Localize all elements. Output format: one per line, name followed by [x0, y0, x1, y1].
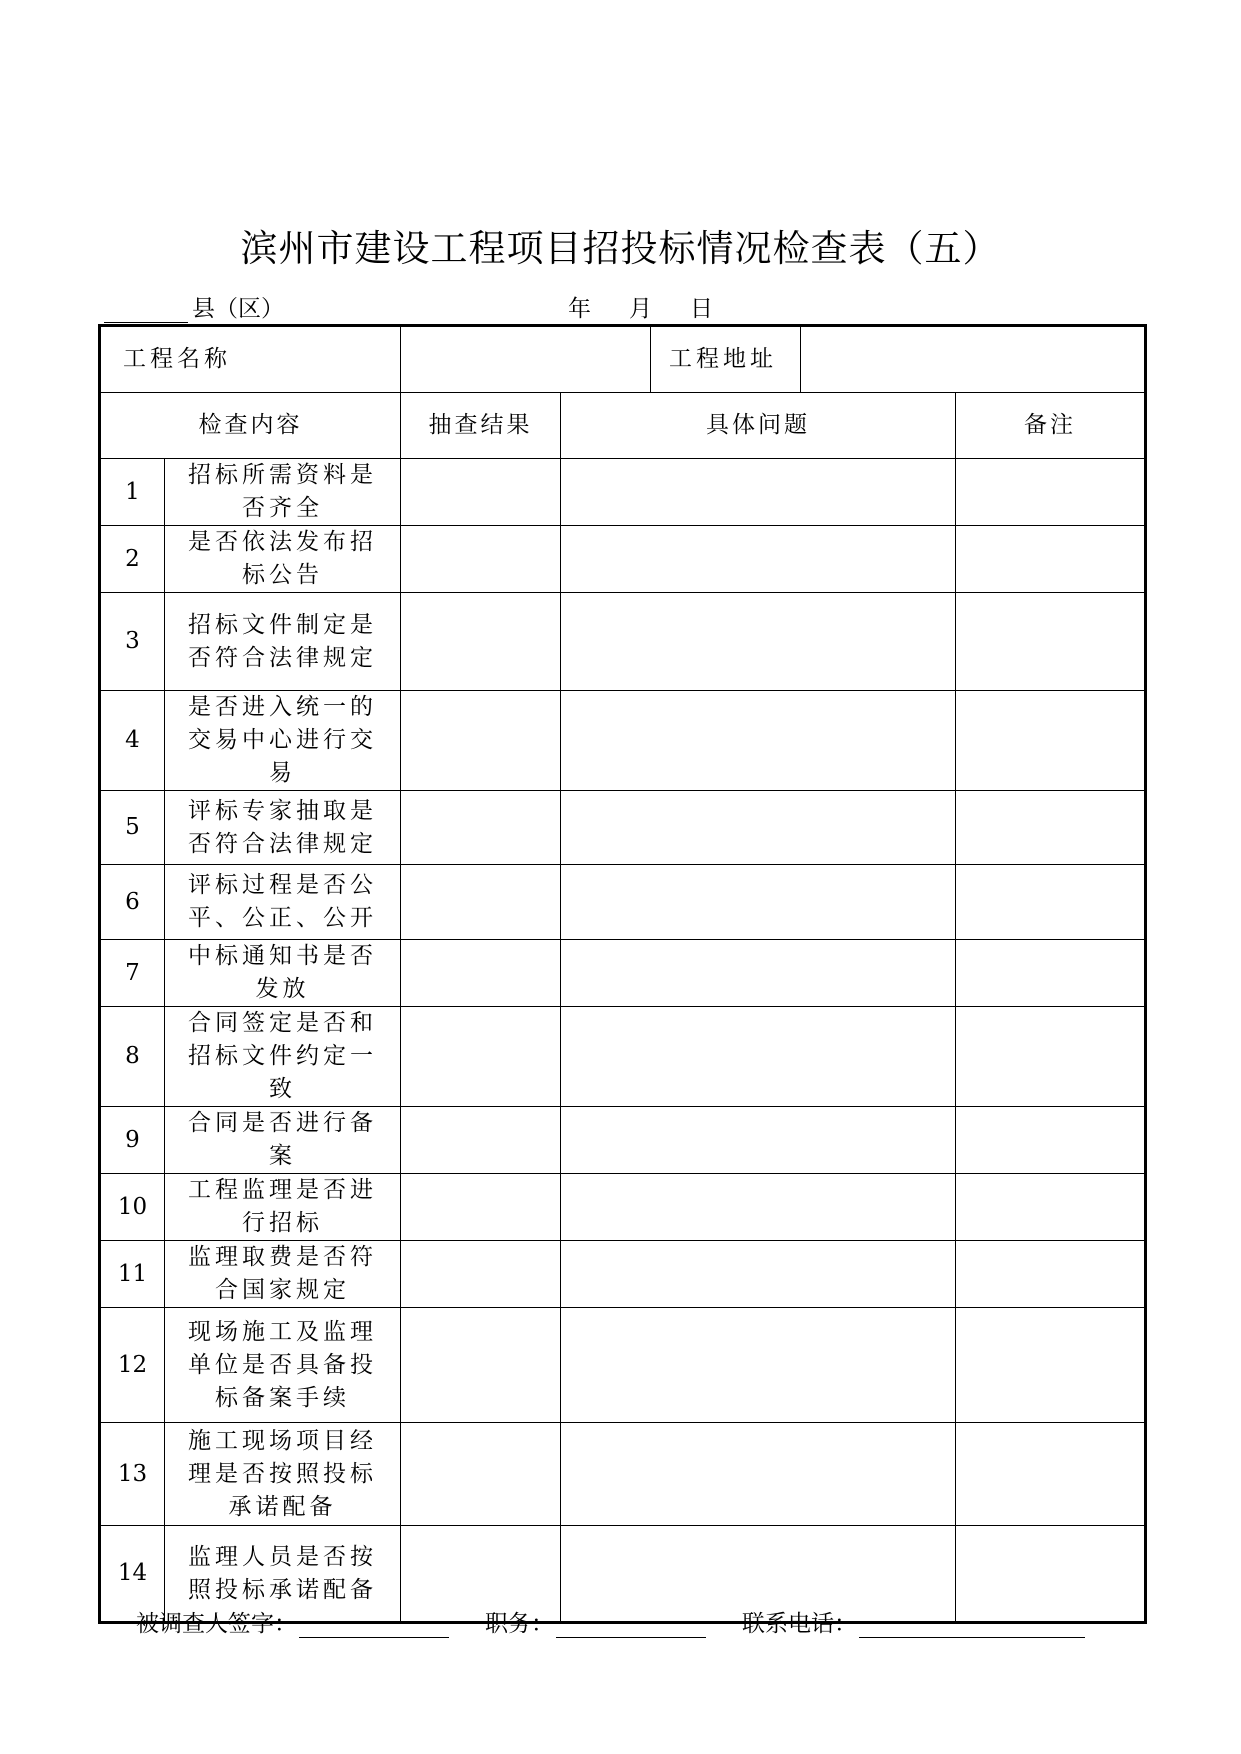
header-remark: 备注 [956, 393, 1146, 459]
item-content: 监理取费是否符合国家规定 [165, 1241, 401, 1308]
result-cell[interactable] [401, 691, 561, 791]
position-label: 职务： [485, 1611, 554, 1637]
table-row [100, 1423, 1146, 1526]
result-cell[interactable] [401, 940, 561, 1007]
result-cell[interactable] [401, 1174, 561, 1241]
item-content: 合同是否进行备案 [165, 1107, 401, 1174]
result-cell[interactable] [401, 791, 561, 865]
item-content: 工程监理是否进行招标 [165, 1174, 401, 1241]
item-number: 4 [100, 691, 165, 791]
item-number: 2 [100, 526, 165, 593]
item-number: 13 [100, 1423, 165, 1526]
signature-field[interactable] [299, 1615, 449, 1638]
problem-cell[interactable] [561, 1107, 956, 1174]
item-content: 现场施工及监理单位是否具备投标备案手续 [165, 1308, 401, 1423]
item-number: 6 [100, 865, 165, 940]
problem-cell[interactable] [561, 1423, 956, 1526]
table-row [100, 526, 1146, 593]
result-cell[interactable] [401, 1308, 561, 1423]
item-number: 12 [100, 1308, 165, 1423]
problem-cell[interactable] [561, 1007, 956, 1107]
header-problem: 具体问题 [561, 393, 956, 459]
item-content: 招标所需资料是否齐全 [165, 459, 401, 526]
table-row [100, 691, 1146, 791]
item-content: 监理人员是否按照投标承诺配备 [165, 1526, 401, 1623]
county-line [104, 290, 284, 323]
result-cell[interactable] [401, 526, 561, 593]
result-cell[interactable] [401, 1107, 561, 1174]
table-row [100, 1308, 1146, 1423]
item-content: 评标过程是否公平、公正、公开 [165, 865, 401, 940]
signature-label: 被调查人签字： [136, 1611, 297, 1637]
remark-cell[interactable] [956, 1423, 1146, 1526]
county-blank[interactable] [104, 300, 188, 323]
item-content: 中标通知书是否发放 [165, 940, 401, 1007]
project-address-label: 工程地址 [651, 326, 801, 393]
item-content: 评标专家抽取是否符合法律规定 [165, 791, 401, 865]
remark-cell[interactable] [956, 459, 1146, 526]
footer [136, 1605, 1085, 1638]
day-label: 日 [690, 296, 713, 322]
table-row [100, 940, 1146, 1007]
item-number: 1 [100, 459, 165, 526]
item-content: 是否进入统一的交易中心进行交易 [165, 691, 401, 791]
item-content: 是否依法发布招标公告 [165, 526, 401, 593]
problem-cell[interactable] [561, 865, 956, 940]
item-number: 14 [100, 1526, 165, 1623]
remark-cell[interactable] [956, 526, 1146, 593]
project-name-field[interactable] [401, 326, 651, 393]
remark-cell[interactable] [956, 1174, 1146, 1241]
date-line [568, 290, 751, 323]
phone-label: 联系电话： [742, 1611, 857, 1637]
inspection-table [98, 324, 1147, 1624]
problem-cell[interactable] [561, 691, 956, 791]
position-field[interactable] [556, 1615, 706, 1638]
table-row [100, 865, 1146, 940]
problem-cell[interactable] [561, 791, 956, 865]
county-label: 县（区） [192, 296, 284, 322]
table-row [100, 1007, 1146, 1107]
item-number: 5 [100, 791, 165, 865]
project-address-field[interactable] [801, 326, 1146, 393]
remark-cell[interactable] [956, 940, 1146, 1007]
project-name-label: 工程名称 [100, 326, 401, 393]
item-content: 合同签定是否和招标文件约定一致 [165, 1007, 401, 1107]
remark-cell[interactable] [956, 791, 1146, 865]
remark-cell[interactable] [956, 1308, 1146, 1423]
result-cell[interactable] [401, 459, 561, 526]
item-number: 10 [100, 1174, 165, 1241]
problem-cell[interactable] [561, 1241, 956, 1308]
result-cell[interactable] [401, 1007, 561, 1107]
remark-cell[interactable] [956, 691, 1146, 791]
problem-cell[interactable] [561, 1308, 956, 1423]
item-number: 3 [100, 593, 165, 691]
table-row [100, 1174, 1146, 1241]
table-row [100, 1241, 1146, 1308]
header-content: 检查内容 [100, 393, 401, 459]
problem-cell[interactable] [561, 940, 956, 1007]
problem-cell[interactable] [561, 459, 956, 526]
phone-field[interactable] [859, 1615, 1085, 1638]
year-label: 年 [568, 296, 591, 322]
remark-cell[interactable] [956, 593, 1146, 691]
result-cell[interactable] [401, 1423, 561, 1526]
problem-cell[interactable] [561, 1174, 956, 1241]
table-row [100, 593, 1146, 691]
result-cell[interactable] [401, 593, 561, 691]
remark-cell[interactable] [956, 1007, 1146, 1107]
item-number: 9 [100, 1107, 165, 1174]
item-number: 7 [100, 940, 165, 1007]
table-row [100, 791, 1146, 865]
month-label: 月 [629, 296, 652, 322]
result-cell[interactable] [401, 865, 561, 940]
problem-cell[interactable] [561, 593, 956, 691]
result-cell[interactable] [401, 1241, 561, 1308]
problem-cell[interactable] [561, 526, 956, 593]
header-result: 抽查结果 [401, 393, 561, 459]
remark-cell[interactable] [956, 1107, 1146, 1174]
item-number: 11 [100, 1241, 165, 1308]
table-row [100, 459, 1146, 526]
remark-cell[interactable] [956, 865, 1146, 940]
table-row [100, 1107, 1146, 1174]
remark-cell[interactable] [956, 1241, 1146, 1308]
page-title: 滨州市建设工程项目招投标情况检查表（五） [240, 227, 1001, 270]
item-content: 施工现场项目经理是否按照投标承诺配备 [165, 1423, 401, 1526]
item-number: 8 [100, 1007, 165, 1107]
item-content: 招标文件制定是否符合法律规定 [165, 593, 401, 691]
